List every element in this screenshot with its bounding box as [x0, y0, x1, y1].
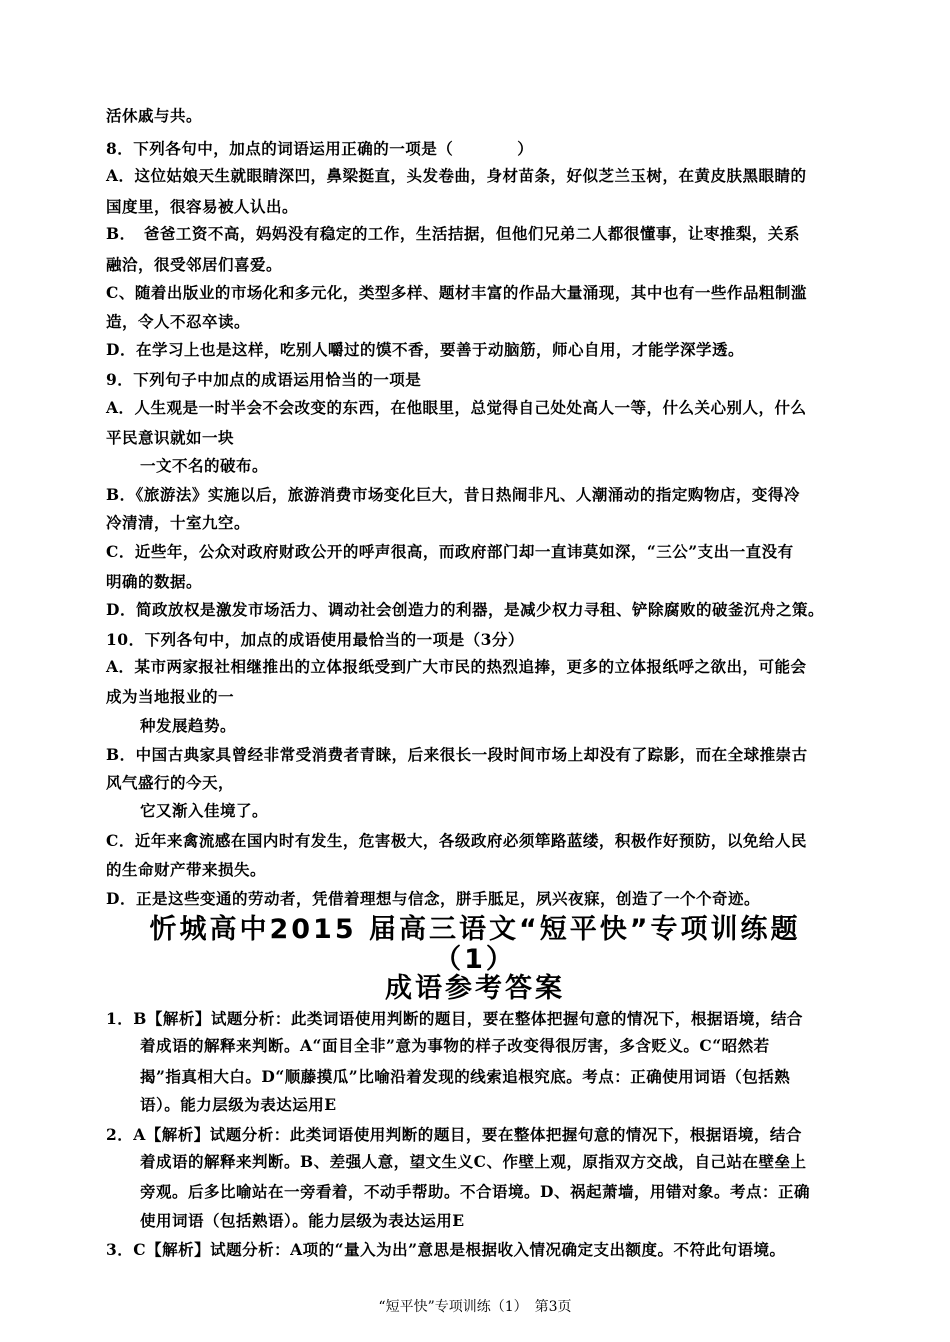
- text-line: 一文不名的破布。: [140, 456, 269, 475]
- text-line: 冷清清，十室九空。: [106, 513, 251, 532]
- text-line: 成为当地报业的一: [106, 687, 235, 706]
- answer-3: 3．C【解析】试题分析：A项的“量入为出”意思是根据收入情况确定支出额度。不符此句语境。: [106, 1240, 786, 1259]
- section-title-number: （1）: [434, 944, 516, 975]
- text-line: 融洽，很受邻居们喜爱。: [106, 255, 283, 274]
- answer-text: 使用词语（包括熟语）。能力层级为表达运用E: [140, 1211, 465, 1230]
- text-line: 国度里，很容易被人认出。: [106, 197, 299, 216]
- question-10: 10．下列各句中，加点的成语使用最恰当的一项是（3分）: [106, 630, 524, 649]
- answer-text: 揭”指真相大白。D“顺藤摸瓜”比喻沿着发现的线索追根究底。考点：正确使用词语（包括熟: [140, 1067, 791, 1086]
- question-8: 8．下列各句中，加点的词语运用正确的一项是（ ）: [106, 139, 534, 158]
- text-line: 造，令人不忍卒读。: [106, 312, 251, 331]
- option-c: C．近些年，公众对政府财政公开的呼声很高，而政府部门却一直讳莫如深，“三公”支出一直没有: [106, 542, 794, 561]
- option-c: C、随着出版业的市场化和多元化，类型多样、题材丰富的作品大量涌现，其中也有一些作品粗制滥: [106, 283, 807, 302]
- section-subtitle: 成语参考答案: [385, 973, 565, 1004]
- text-line: 它又渐入佳境了。: [140, 801, 269, 820]
- option-b: B．中国古典家具曾经非常受消费者青睐，后来很长一段时间市场上却没有了踪影，而在全球推崇古: [106, 745, 808, 764]
- option-a: A．某市两家报社相继推出的立体报纸受到广大市民的热烈追捧，更多的立体报纸呼之欲出，可能会: [106, 657, 807, 676]
- option-d: D．在学习上也是这样，吃别人嚼过的馍不香，要善于动脑筋，师心自用，才能学深学透。: [106, 340, 744, 359]
- answer-text: 旁观。后多比喻站在一旁看着，不动手帮助。不合语境。D、祸起萧墙，用错对象。考点：正确: [140, 1182, 810, 1201]
- answer-text: 着成语的解释来判断。A“面目全非”意为事物的样子改变得很厉害，多含贬义。C“昭然若: [140, 1036, 770, 1055]
- option-a: A．这位姑娘天生就眼睛深凹，鼻梁挺直，头发卷曲，身材苗条，好似芝兰玉树，在黄皮肤黑眼睛的: [106, 166, 807, 185]
- answer-text: 着成语的解释来判断。B、差强人意，望文生义C、作壁上观，原指双方交战，自己站在壁垒上: [140, 1152, 807, 1171]
- option-b: B． 爸爸工资不高，妈妈没有稳定的工作，生活拮据，但他们兄弟二人都很懂事，让枣推梨，关系: [106, 224, 800, 243]
- option-b: B．《旅游法》实施以后，旅游消费市场变化巨大，昔日热闹非凡、人潮涌动的指定购物店，变得冷: [106, 485, 800, 504]
- option-d: D．简政放权是激发市场活力、调动社会创造力的利器，是减少权力寻租、铲除腐败的破釜沉舟之策。: [106, 600, 824, 619]
- page-footer: “短平快”专项训练（1） 第3页: [378, 1299, 572, 1315]
- answer-text: 语）。能力层级为表达运用E: [140, 1095, 337, 1114]
- text-line: 平民意识就如一块: [106, 428, 235, 447]
- option-c: C．近年来禽流感在国内时有发生，危害极大，各级政府必须筚路蓝缕，积极作好预防，以免给人民: [106, 831, 807, 850]
- text-line: 的生命财产带来损失。: [106, 860, 267, 879]
- text-line: 风气盛行的今天，: [106, 773, 235, 792]
- answer-2: 2．A【解析】试题分析：此类词语使用判断的题目，要在整体把握句意的情况下，根据语境，结合: [106, 1125, 802, 1144]
- answer-1: 1．B【解析】试题分析：此类词语使用判断的题目，要在整体把握句意的情况下，根据语境，结合: [106, 1009, 803, 1028]
- text-line: 活休戚与共。: [106, 106, 203, 125]
- section-title: 忻城高中2015 届高三语文“短平快”专项训练题: [149, 914, 801, 945]
- option-a: A．人生观是一时半会不会改变的东西，在他眼里，总觉得自己处处高人一等，什么关心别人，什么: [106, 398, 807, 417]
- question-9: 9．下列句子中加点的成语运用恰当的一项是: [106, 370, 422, 389]
- option-d: D．正是这些变通的劳动者，凭借着理想与信念，胼手胝足，夙兴夜寐，创造了一个个奇迹。: [106, 889, 760, 908]
- text-line: 明确的数据。: [106, 572, 203, 591]
- text-line: 种发展趋势。: [140, 716, 237, 735]
